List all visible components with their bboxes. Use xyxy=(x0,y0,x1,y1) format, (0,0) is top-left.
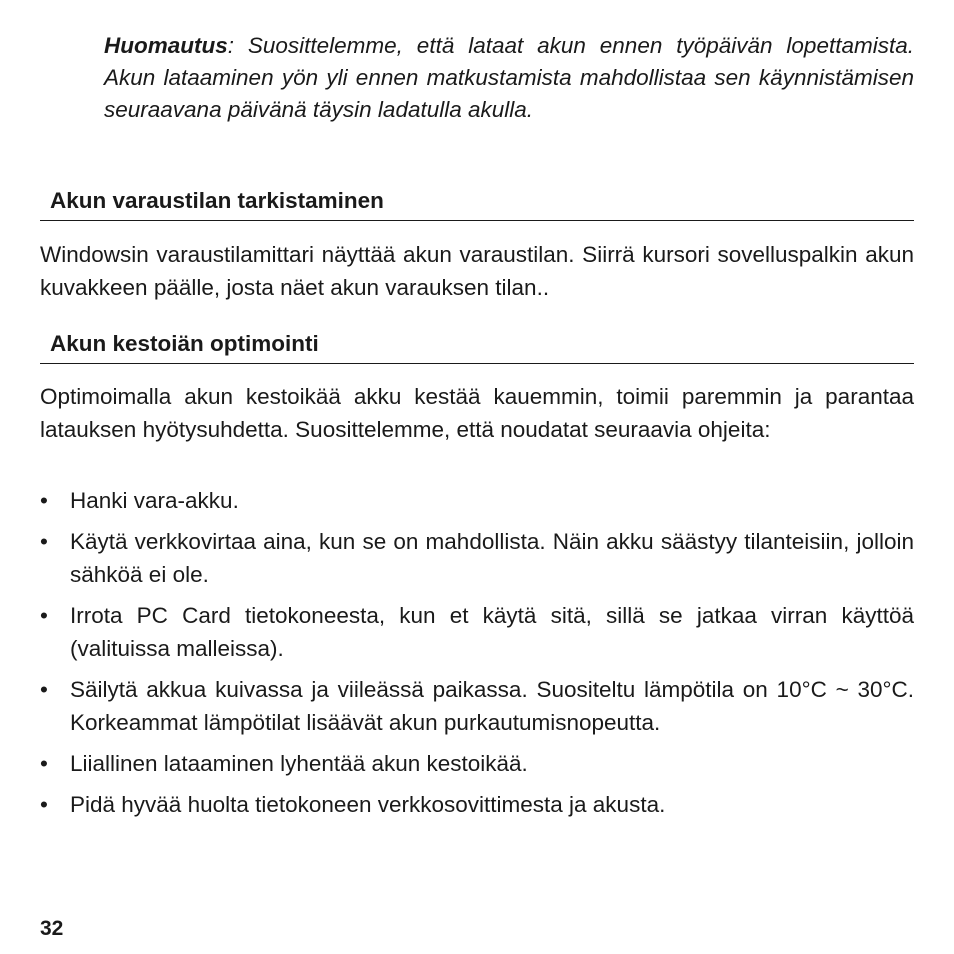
list-item-text: Irrota PC Card tietokoneesta, kun et käytä sitä, sillä se jatkaa virran käyttöä (valituissa malleissa). xyxy=(70,603,914,661)
list-item xyxy=(40,525,914,591)
list-item-text: Säilytä akkua kuivassa ja viileässä paikassa. Suositeltu lämpötila on 10°C ~ 30°C. Korkeammat lämpötilat lisäävät akun purkautumisnopeutta. xyxy=(70,677,914,735)
page-number: 32 xyxy=(40,917,64,940)
battery-status-paragraph: Windowsin varaustilamittari näyttää akun varaustilan. Siirrä kursori sovelluspalkin akun kuvakkeen päälle, josta näet akun varauksen tilan.. xyxy=(40,242,914,300)
list-item xyxy=(40,788,914,821)
list-item xyxy=(40,599,914,665)
list-item xyxy=(40,673,914,739)
note-text: Suosittelemme, että lataat akun ennen työpäivän lopettamista. Akun lataaminen yön yli ennen matkustamista mahdollistaa sen käynnistämisen seuraavana päivänä täysin ladatulla akulla. xyxy=(104,33,914,122)
note-paragraph xyxy=(104,30,914,126)
battery-tips-list xyxy=(40,484,914,829)
list-item-text: Hanki vara-akku. xyxy=(70,488,239,513)
list-item xyxy=(40,484,914,517)
list-item-text: Liiallinen lataaminen lyhentää akun kestoikää. xyxy=(70,751,528,776)
bullet-marker: • xyxy=(40,603,48,628)
note-separator: : xyxy=(227,33,248,58)
battery-life-paragraph: Optimoimalla akun kestoikää akku kestää kauemmin, toimii paremmin ja parantaa latauksen hyötysuhdetta. Suosittelemme, että noudatat seuraavia ohjeita: xyxy=(40,384,914,442)
section-heading-battery-status: Akun varaustilan tarkistaminen xyxy=(40,186,914,221)
bullet-marker: • xyxy=(40,751,48,776)
list-item xyxy=(40,747,914,780)
list-item-text: Pidä hyvää huolta tietokoneen verkkosovittimesta ja akusta. xyxy=(70,792,666,817)
section-heading-battery-life: Akun kestoiän optimointi xyxy=(40,329,914,364)
bullet-marker: • xyxy=(40,488,48,513)
list-item-text: Käytä verkkovirtaa aina, kun se on mahdollista. Näin akku säästyy tilanteisiin, jolloin sähköä ei ole. xyxy=(70,529,914,587)
bullet-marker: • xyxy=(40,792,48,817)
bullet-marker: • xyxy=(40,529,48,554)
bullet-marker: • xyxy=(40,677,48,702)
note-label: Huomautus xyxy=(104,33,228,58)
